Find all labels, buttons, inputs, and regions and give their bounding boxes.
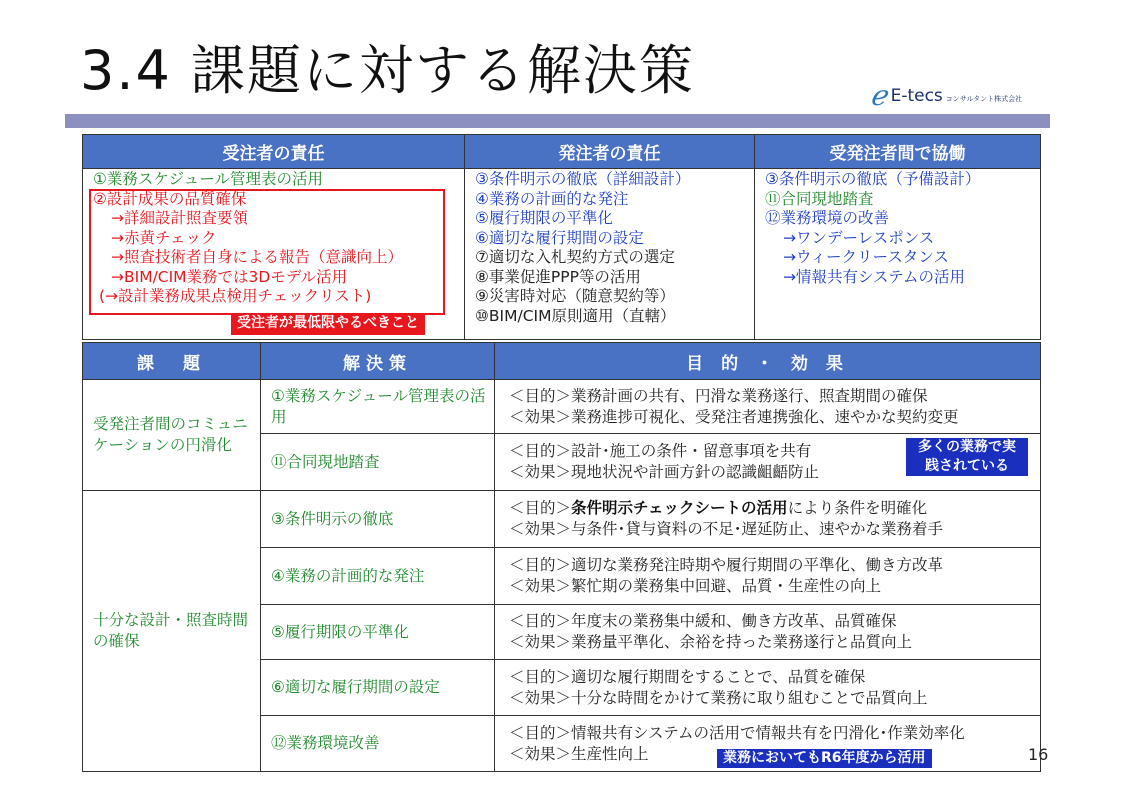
list-item: →詳細設計照査要領 (111, 209, 248, 227)
client-cell (465, 169, 755, 340)
minimum-requirement-label: 受注者が最低限やるべきこと (231, 313, 425, 335)
list-item: ⑨災害時対応（随意契約等） (475, 287, 675, 305)
list-item: ③条件明示の徹底（詳細設計） (475, 170, 691, 188)
company-logo (870, 80, 1022, 112)
effect-cell (495, 380, 1041, 434)
client-header: 発注者の責任 (465, 135, 755, 169)
purpose-text: ＜目的＞適切な業務発注時期や履行期間の平準化、働き方改革 (509, 556, 944, 574)
purpose-text: ＜目的＞設計･施工の条件・留意事項を共有 (509, 442, 812, 460)
effect-cell (495, 548, 1041, 605)
logo-name: E-tecs (890, 86, 943, 106)
issue-cell: 受発注者間のコミュニケーションの円滑化 (83, 380, 261, 491)
issue-cell: 十分な設計・照査時間の確保 (83, 491, 261, 772)
list-item: ④業務の計画的な発注 (475, 189, 629, 208)
collab-header: 受発注者間で協働 (755, 135, 1041, 169)
list-item: →赤黄チェック (111, 228, 217, 247)
effect-text: ＜効果＞十分な時間をかけて業務に取り組むことで品質向上 (509, 688, 928, 707)
solution-cell: ⑪合同現地踏査 (261, 434, 495, 491)
solution-cell: ①業務スケジュール管理表の活用 (261, 380, 495, 434)
effect-text: ＜効果＞与条件･貸与資料の不足･遅延防止、速やかな業務着手 (509, 520, 944, 538)
effect-text: ＜効果＞現地状況や計画方針の認識齟齬防止 (509, 463, 820, 481)
list-item: ⑪合同現地踏査 (765, 189, 874, 208)
table-row (83, 491, 1041, 548)
collab-cell (755, 169, 1041, 340)
list-item: →照査技術者自身による報告（意識向上） (111, 248, 403, 266)
list-item: ⑥適切な履行期間の設定 (475, 228, 644, 247)
list-item: →BIM/CIM業務では3Dモデル活用 (111, 267, 348, 286)
contractor-header: 受注者の責任 (83, 135, 465, 169)
checksheet-highlight: 条件明示チェックシートの活用 (571, 499, 788, 517)
contractor-cell (83, 169, 465, 340)
solution-header: 解決策 (261, 343, 495, 380)
purpose-prefix: ＜目的＞ (509, 499, 572, 517)
purpose-text: ＜目的＞年度末の業務集中緩和、働き方改革、品質確保 (509, 612, 897, 630)
list-item: ⑩BIM/CIM原則適用（直轄） (475, 306, 676, 325)
logo-subtitle: コンサルタント株式会社 (945, 95, 1023, 103)
r6-usage-badge: 業務においてもR6年度から活用 (717, 749, 932, 768)
solution-cell: ③条件明示の徹底 (261, 491, 495, 548)
list-item: (→設計業務成果点検用チェックリスト) (99, 287, 372, 305)
effect-cell (495, 605, 1041, 660)
effect-cell (495, 716, 1041, 772)
list-item: ③条件明示の徹底（予備設計） (765, 170, 981, 188)
effect-cell (495, 434, 1041, 491)
solution-table (82, 342, 1041, 772)
list-item: ⑦適切な入札契約方式の選定 (475, 248, 675, 266)
effect-cell (495, 660, 1041, 716)
practice-badge: 多くの業務で実践されている (906, 438, 1028, 476)
effect-text: ＜効果＞業務進捗可視化、受発注者連携強化、速やかな契約変更 (509, 407, 959, 426)
effect-text: ＜効果＞業務量平準化、余裕を持った業務遂行と品質向上 (509, 633, 913, 651)
solution-cell: ⑥適切な履行期間の設定 (261, 660, 495, 716)
page-number: 16 (1028, 745, 1049, 764)
purpose-suffix: により条件を明確化 (787, 499, 928, 517)
list-item: ②設計成果の品質確保 (93, 189, 247, 208)
solution-cell: ④業務の計画的な発注 (261, 548, 495, 605)
responsibility-table (82, 134, 1041, 340)
title-divider (65, 114, 1050, 128)
list-item: →ワンデーレスポンス (783, 228, 935, 247)
issue-header: 課 題 (83, 343, 261, 380)
list-item: ⑧事業促進PPP等の活用 (475, 267, 641, 286)
list-item: →情報共有システムの活用 (783, 267, 965, 286)
logo-e-icon: ℯ (870, 79, 887, 112)
purpose-text (509, 498, 1039, 519)
list-item: ⑤履行期限の平準化 (475, 209, 613, 227)
list-item: ⑫業務環境の改善 (765, 209, 890, 227)
effect-text: ＜効果＞繁忙期の業務集中回避、品質・生産性の向上 (509, 577, 882, 595)
effect-text: ＜効果＞生産性向上 (509, 744, 649, 763)
purpose-text: ＜目的＞適切な履行期間をすることで、品質を確保 (509, 667, 866, 686)
purpose-text: ＜目的＞業務計画の共有、円滑な業務遂行、照査期間の確保 (509, 386, 928, 405)
effect-header: 目 的 ・ 効 果 (495, 343, 1041, 380)
list-item: ①業務スケジュール管理表の活用 (93, 170, 323, 188)
list-item: →ウィークリースタンス (783, 248, 949, 266)
purpose-text: ＜目的＞情報共有システムの活用で情報共有を円滑化･作業効率化 (509, 723, 965, 742)
solution-cell: ⑤履行期限の平準化 (261, 605, 495, 660)
page-title: 3.4 課題に対する解決策 (80, 39, 696, 102)
effect-cell (495, 491, 1041, 548)
solution-cell: ⑫業務環境改善 (261, 716, 495, 772)
table-row (83, 380, 1041, 434)
